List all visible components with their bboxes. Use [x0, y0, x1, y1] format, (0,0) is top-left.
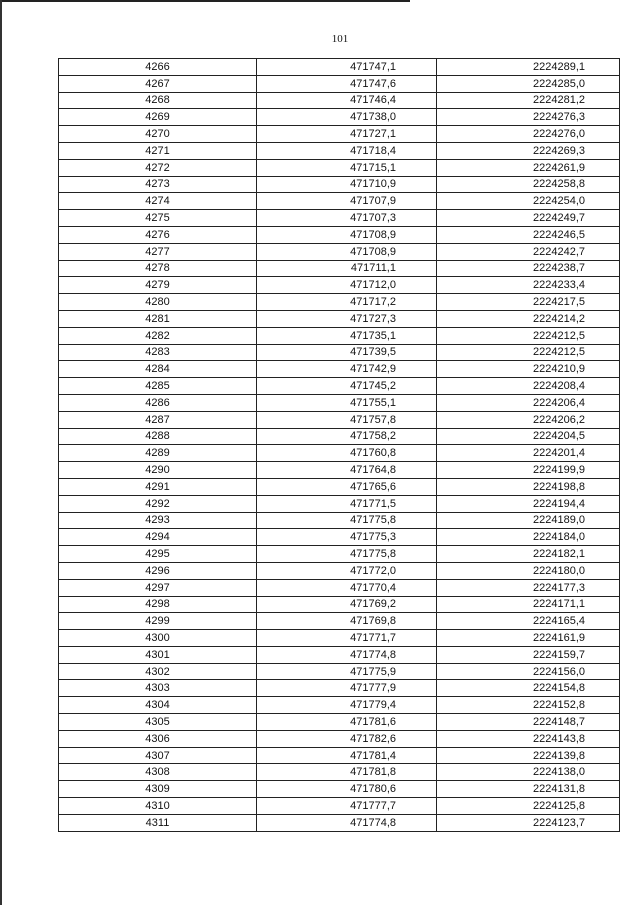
table-row — [59, 193, 620, 210]
x-coordinate-cell: 471755,1 — [257, 394, 437, 411]
y-coordinate-cell: 2224171,1 — [437, 596, 620, 613]
point-number-cell: 4286 — [59, 394, 257, 411]
x-coordinate-cell: 471710,9 — [257, 176, 437, 193]
table-row — [59, 579, 620, 596]
point-number-cell: 4290 — [59, 462, 257, 479]
point-number-cell: 4307 — [59, 747, 257, 764]
point-number-cell: 4284 — [59, 361, 257, 378]
x-coordinate-cell: 471746,4 — [257, 92, 437, 109]
x-coordinate-cell: 471760,8 — [257, 445, 437, 462]
x-coordinate-cell: 471727,3 — [257, 310, 437, 327]
point-number-cell: 4278 — [59, 260, 257, 277]
x-coordinate-cell: 471757,8 — [257, 411, 437, 428]
table-row — [59, 495, 620, 512]
y-coordinate-cell: 2224254,0 — [437, 193, 620, 210]
table-row — [59, 512, 620, 529]
y-coordinate-cell: 2224165,4 — [437, 613, 620, 630]
x-coordinate-cell: 471770,4 — [257, 579, 437, 596]
x-coordinate-cell: 471735,1 — [257, 327, 437, 344]
y-coordinate-cell: 2224156,0 — [437, 663, 620, 680]
y-coordinate-cell: 2224249,7 — [437, 210, 620, 227]
x-coordinate-cell: 471774,8 — [257, 814, 437, 831]
point-number-cell: 4285 — [59, 378, 257, 395]
point-number-cell: 4288 — [59, 428, 257, 445]
table-row — [59, 478, 620, 495]
point-number-cell: 4287 — [59, 411, 257, 428]
x-coordinate-cell: 471727,1 — [257, 126, 437, 143]
point-number-cell: 4306 — [59, 730, 257, 747]
y-coordinate-cell: 2224194,4 — [437, 495, 620, 512]
point-number-cell: 4275 — [59, 210, 257, 227]
y-coordinate-cell: 2224154,8 — [437, 680, 620, 697]
point-number-cell: 4271 — [59, 142, 257, 159]
point-number-cell: 4268 — [59, 92, 257, 109]
table-row — [59, 747, 620, 764]
x-coordinate-cell: 471774,8 — [257, 646, 437, 663]
table-row — [59, 75, 620, 92]
x-coordinate-cell: 471781,8 — [257, 764, 437, 781]
x-coordinate-cell: 471769,2 — [257, 596, 437, 613]
x-coordinate-cell: 471765,6 — [257, 478, 437, 495]
x-coordinate-cell: 471781,4 — [257, 747, 437, 764]
x-coordinate-cell: 471708,9 — [257, 226, 437, 243]
point-number-cell: 4304 — [59, 697, 257, 714]
table-row — [59, 344, 620, 361]
table-row — [59, 126, 620, 143]
y-coordinate-cell: 2224261,9 — [437, 159, 620, 176]
point-number-cell: 4281 — [59, 310, 257, 327]
point-number-cell: 4305 — [59, 714, 257, 731]
table-row — [59, 243, 620, 260]
x-coordinate-cell: 471772,0 — [257, 562, 437, 579]
table-row — [59, 109, 620, 126]
point-number-cell: 4267 — [59, 75, 257, 92]
point-number-cell: 4303 — [59, 680, 257, 697]
table-row — [59, 646, 620, 663]
y-coordinate-cell: 2224180,0 — [437, 562, 620, 579]
x-coordinate-cell: 471745,2 — [257, 378, 437, 395]
y-coordinate-cell: 2224131,8 — [437, 781, 620, 798]
y-coordinate-cell: 2224208,4 — [437, 378, 620, 395]
point-number-cell: 4266 — [59, 59, 257, 76]
x-coordinate-cell: 471764,8 — [257, 462, 437, 479]
y-coordinate-cell: 2224212,5 — [437, 327, 620, 344]
y-coordinate-cell: 2224125,8 — [437, 798, 620, 815]
table-row — [59, 546, 620, 563]
point-number-cell: 4273 — [59, 176, 257, 193]
table-row — [59, 159, 620, 176]
point-number-cell: 4296 — [59, 562, 257, 579]
point-number-cell: 4274 — [59, 193, 257, 210]
table-row — [59, 294, 620, 311]
x-coordinate-cell: 471758,2 — [257, 428, 437, 445]
x-coordinate-cell: 471775,8 — [257, 512, 437, 529]
x-coordinate-cell: 471775,3 — [257, 529, 437, 546]
table-row — [59, 814, 620, 831]
y-coordinate-cell: 2224212,5 — [437, 344, 620, 361]
point-number-cell: 4310 — [59, 798, 257, 815]
x-coordinate-cell: 471777,9 — [257, 680, 437, 697]
y-coordinate-cell: 2224198,8 — [437, 478, 620, 495]
table-row — [59, 730, 620, 747]
table-row — [59, 92, 620, 109]
table-row — [59, 764, 620, 781]
y-coordinate-cell: 2224238,7 — [437, 260, 620, 277]
x-coordinate-cell: 471779,4 — [257, 697, 437, 714]
x-coordinate-cell: 471769,8 — [257, 613, 437, 630]
y-coordinate-cell: 2224143,8 — [437, 730, 620, 747]
y-coordinate-cell: 2224199,9 — [437, 462, 620, 479]
table-row — [59, 798, 620, 815]
table-row — [59, 378, 620, 395]
x-coordinate-cell: 471771,7 — [257, 630, 437, 647]
y-coordinate-cell: 2224217,5 — [437, 294, 620, 311]
y-coordinate-cell: 2224289,1 — [437, 59, 620, 76]
table-row — [59, 714, 620, 731]
y-coordinate-cell: 2224285,0 — [437, 75, 620, 92]
x-coordinate-cell: 471747,6 — [257, 75, 437, 92]
point-number-cell: 4293 — [59, 512, 257, 529]
y-coordinate-cell: 2224233,4 — [437, 277, 620, 294]
x-coordinate-cell: 471717,2 — [257, 294, 437, 311]
table-row — [59, 361, 620, 378]
point-number-cell: 4289 — [59, 445, 257, 462]
table-row — [59, 529, 620, 546]
point-number-cell: 4283 — [59, 344, 257, 361]
table-row — [59, 680, 620, 697]
table-row — [59, 210, 620, 227]
y-coordinate-cell: 2224204,5 — [437, 428, 620, 445]
table-row — [59, 562, 620, 579]
table-row — [59, 596, 620, 613]
point-number-cell: 4280 — [59, 294, 257, 311]
point-number-cell: 4272 — [59, 159, 257, 176]
point-number-cell: 4282 — [59, 327, 257, 344]
x-coordinate-cell: 471775,9 — [257, 663, 437, 680]
table-row — [59, 781, 620, 798]
x-coordinate-cell: 471782,6 — [257, 730, 437, 747]
x-coordinate-cell: 471707,3 — [257, 210, 437, 227]
y-coordinate-cell: 2224258,8 — [437, 176, 620, 193]
point-number-cell: 4301 — [59, 646, 257, 663]
point-number-cell: 4297 — [59, 579, 257, 596]
x-coordinate-cell: 471708,9 — [257, 243, 437, 260]
y-coordinate-cell: 2224210,9 — [437, 361, 620, 378]
y-coordinate-cell: 2224206,2 — [437, 411, 620, 428]
point-number-cell: 4299 — [59, 613, 257, 630]
y-coordinate-cell: 2224214,2 — [437, 310, 620, 327]
y-coordinate-cell: 2224276,3 — [437, 109, 620, 126]
table-row — [59, 462, 620, 479]
point-number-cell: 4291 — [59, 478, 257, 495]
coordinates-table — [58, 58, 620, 832]
table-row — [59, 260, 620, 277]
x-coordinate-cell: 471715,1 — [257, 159, 437, 176]
point-number-cell: 4309 — [59, 781, 257, 798]
table-row — [59, 277, 620, 294]
x-coordinate-cell: 471781,6 — [257, 714, 437, 731]
table-row — [59, 663, 620, 680]
y-coordinate-cell: 2224246,5 — [437, 226, 620, 243]
x-coordinate-cell: 471712,0 — [257, 277, 437, 294]
point-number-cell: 4300 — [59, 630, 257, 647]
page-number: 101 — [331, 33, 349, 45]
x-coordinate-cell: 471739,5 — [257, 344, 437, 361]
y-coordinate-cell: 2224123,7 — [437, 814, 620, 831]
table-row — [59, 445, 620, 462]
y-coordinate-cell: 2224139,8 — [437, 747, 620, 764]
table-row — [59, 327, 620, 344]
x-coordinate-cell: 471738,0 — [257, 109, 437, 126]
y-coordinate-cell: 2224152,8 — [437, 697, 620, 714]
table-row — [59, 697, 620, 714]
table-row — [59, 59, 620, 76]
y-coordinate-cell: 2224189,0 — [437, 512, 620, 529]
point-number-cell: 4270 — [59, 126, 257, 143]
x-coordinate-cell: 471718,4 — [257, 142, 437, 159]
x-coordinate-cell: 471775,8 — [257, 546, 437, 563]
x-coordinate-cell: 471780,6 — [257, 781, 437, 798]
point-number-cell: 4298 — [59, 596, 257, 613]
y-coordinate-cell: 2224138,0 — [437, 764, 620, 781]
point-number-cell: 4308 — [59, 764, 257, 781]
table-row — [59, 226, 620, 243]
y-coordinate-cell: 2224281,2 — [437, 92, 620, 109]
point-number-cell: 4294 — [59, 529, 257, 546]
point-number-cell: 4269 — [59, 109, 257, 126]
x-coordinate-cell: 471771,5 — [257, 495, 437, 512]
y-coordinate-cell: 2224161,9 — [437, 630, 620, 647]
x-coordinate-cell: 471742,9 — [257, 361, 437, 378]
y-coordinate-cell: 2224184,0 — [437, 529, 620, 546]
coordinates-table-body — [59, 59, 620, 832]
table-row — [59, 394, 620, 411]
y-coordinate-cell: 2224159,7 — [437, 646, 620, 663]
scan-edge-left — [0, 0, 2, 905]
y-coordinate-cell: 2224276,0 — [437, 126, 620, 143]
point-number-cell: 4277 — [59, 243, 257, 260]
x-coordinate-cell: 471747,1 — [257, 59, 437, 76]
y-coordinate-cell: 2224182,1 — [437, 546, 620, 563]
x-coordinate-cell: 471707,9 — [257, 193, 437, 210]
y-coordinate-cell: 2224269,3 — [437, 142, 620, 159]
point-number-cell: 4276 — [59, 226, 257, 243]
point-number-cell: 4302 — [59, 663, 257, 680]
table-row — [59, 310, 620, 327]
y-coordinate-cell: 2224206,4 — [437, 394, 620, 411]
x-coordinate-cell: 471777,7 — [257, 798, 437, 815]
table-row — [59, 630, 620, 647]
y-coordinate-cell: 2224201,4 — [437, 445, 620, 462]
table-row — [59, 411, 620, 428]
table-row — [59, 613, 620, 630]
point-number-cell: 4295 — [59, 546, 257, 563]
table-row — [59, 428, 620, 445]
y-coordinate-cell: 2224148,7 — [437, 714, 620, 731]
table-row — [59, 142, 620, 159]
y-coordinate-cell: 2224177,3 — [437, 579, 620, 596]
point-number-cell: 4311 — [59, 814, 257, 831]
scan-edge-top — [0, 0, 410, 2]
point-number-cell: 4279 — [59, 277, 257, 294]
x-coordinate-cell: 471711,1 — [257, 260, 437, 277]
point-number-cell: 4292 — [59, 495, 257, 512]
y-coordinate-cell: 2224242,7 — [437, 243, 620, 260]
table-row — [59, 176, 620, 193]
